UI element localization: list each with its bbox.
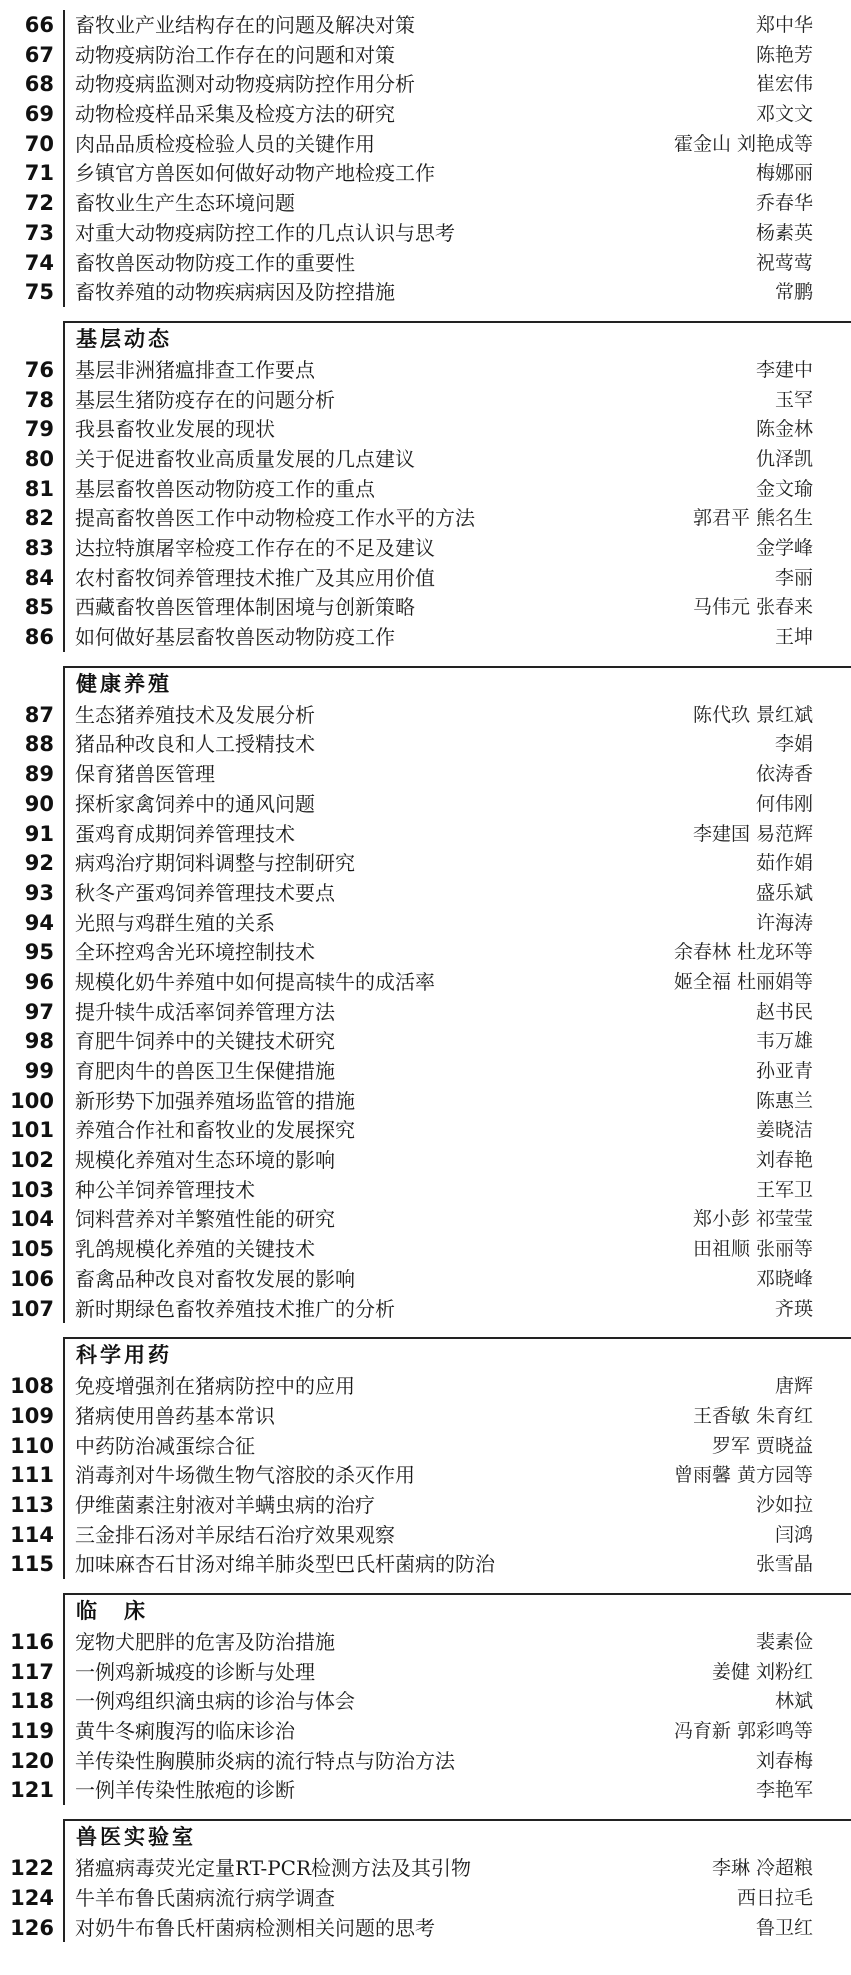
article-author: 姜健 刘粉红 xyxy=(711,1660,813,1683)
article-author: 仇泽凯 xyxy=(755,447,813,470)
article-author: 郑小彭 祁莹莹 xyxy=(692,1208,813,1231)
article-author: 姜晓洁 xyxy=(755,1119,813,1142)
article-title: 秋冬产蛋鸡饲养管理技术要点 xyxy=(75,880,335,905)
page-number: 119 xyxy=(10,1719,54,1744)
article-title: 生态猪养殖技术及发展分析 xyxy=(75,702,315,727)
article-title: 乳鸽规模化养殖的关键技术 xyxy=(75,1237,315,1262)
article-title: 光照与鸡群生殖的关系 xyxy=(75,910,275,935)
page-number: 103 xyxy=(10,1177,54,1202)
article-author: 何伟刚 xyxy=(755,792,813,815)
page-number: 114 xyxy=(10,1522,54,1547)
toc-entry[interactable] xyxy=(0,1234,851,1264)
page-number: 68 xyxy=(24,72,54,97)
page-number: 120 xyxy=(10,1748,54,1773)
article-title: 新时期绿色畜牧养殖技术推广的分析 xyxy=(75,1296,395,1321)
article-title: 羊传染性胸膜肺炎病的流行特点与防治方法 xyxy=(75,1748,455,1773)
section-top-rule xyxy=(63,666,851,668)
toc-entry[interactable] xyxy=(0,908,851,938)
section-heading: 健康养殖 xyxy=(76,671,172,696)
article-author: 盛乐斌 xyxy=(755,881,813,904)
page-number: 67 xyxy=(24,42,54,67)
article-title: 养殖合作社和畜牧业的发展探究 xyxy=(75,1118,355,1143)
page-number: 99 xyxy=(24,1059,54,1083)
toc-entry[interactable] xyxy=(0,474,851,504)
article-title: 动物疫病防治工作存在的问题和对策 xyxy=(75,42,395,67)
article-author: 霍金山 刘艳成等 xyxy=(673,132,813,155)
toc-entry[interactable] xyxy=(0,937,851,967)
article-author: 李丽 xyxy=(774,566,813,589)
toc-entry[interactable] xyxy=(0,158,851,188)
toc-section xyxy=(0,1811,851,1942)
article-title: 畜牧兽医动物防疫工作的重要性 xyxy=(75,250,355,275)
article-author: 韦万雄 xyxy=(755,1030,813,1053)
page-number: 66 xyxy=(24,13,54,37)
article-title: 一例鸡新城疫的诊断与处理 xyxy=(75,1659,315,1684)
section-top-rule xyxy=(63,1593,851,1595)
page-number: 91 xyxy=(24,821,54,846)
toc-entry[interactable] xyxy=(0,1913,851,1943)
entry-list xyxy=(0,355,851,652)
article-author: 张雪晶 xyxy=(755,1553,813,1576)
section-top-rule xyxy=(63,1337,851,1339)
article-title: 畜牧养殖的动物疾病病因及防控措施 xyxy=(75,280,395,305)
article-title: 黄牛冬痢腹泻的临床诊治 xyxy=(75,1719,295,1744)
article-title: 三金排石汤对羊尿结石治疗效果观察 xyxy=(75,1522,395,1547)
toc-entry[interactable] xyxy=(0,1294,851,1324)
article-title: 加味麻杏石甘汤对绵羊肺炎型巴氏杆菌病的防治 xyxy=(75,1552,495,1577)
article-author: 邓文文 xyxy=(755,103,813,126)
page-number: 70 xyxy=(24,131,54,156)
page-number: 90 xyxy=(24,791,54,816)
page-number: 88 xyxy=(24,732,54,757)
page-number: 92 xyxy=(24,851,54,876)
toc-entry[interactable] xyxy=(0,1775,851,1805)
section-vertical-rule xyxy=(63,1593,65,1627)
page-number: 73 xyxy=(24,220,54,245)
article-author: 郑中华 xyxy=(755,14,813,36)
article-title: 猪瘟病毒荧光定量RT-PCR检测方法及其引物 xyxy=(75,1856,472,1881)
article-author: 李琳 冷超粮 xyxy=(711,1857,813,1880)
article-title: 提高畜牧兽医工作中动物检疫工作水平的方法 xyxy=(75,506,475,531)
article-author: 王军卫 xyxy=(755,1178,813,1201)
page-number: 79 xyxy=(24,417,54,442)
page-number: 126 xyxy=(10,1915,54,1940)
page-number: 89 xyxy=(24,762,54,787)
article-author: 冯育新 郭彩鸣等 xyxy=(673,1720,813,1743)
toc-entry[interactable] xyxy=(0,1086,851,1116)
article-title: 伊维菌素注射液对羊螨虫病的治疗 xyxy=(75,1492,375,1517)
entry-list xyxy=(0,1853,851,1942)
section-vertical-rule xyxy=(63,1819,65,1853)
article-title: 免疫增强剂在猪病防控中的应用 xyxy=(75,1374,355,1399)
page-number: 75 xyxy=(24,280,54,305)
page-number: 69 xyxy=(24,102,54,127)
toc-entry[interactable] xyxy=(0,1853,851,1883)
section-header xyxy=(0,1811,851,1853)
toc-entry[interactable] xyxy=(0,1746,851,1776)
article-title: 畜牧业产业结构存在的问题及解决对策 xyxy=(75,13,415,37)
article-author: 李建中 xyxy=(755,358,813,381)
article-author: 马伟元 张春来 xyxy=(692,596,813,619)
toc-entry[interactable] xyxy=(0,759,851,789)
toc-entry[interactable] xyxy=(0,700,851,730)
page-number: 78 xyxy=(24,387,54,412)
page-number: 100 xyxy=(10,1088,54,1113)
toc-entry[interactable] xyxy=(0,1549,851,1579)
article-title: 宠物犬肥胖的危害及防治措施 xyxy=(75,1630,335,1654)
article-title: 全环控鸡舍光环境控制技术 xyxy=(75,940,315,965)
page-number: 86 xyxy=(24,625,54,650)
article-title: 基层非洲猪瘟排查工作要点 xyxy=(75,357,315,382)
article-title: 育肥牛饲养中的关键技术研究 xyxy=(75,1029,335,1054)
page-number: 108 xyxy=(10,1374,54,1399)
article-title: 保育猪兽医管理 xyxy=(75,762,215,787)
article-author: 王坤 xyxy=(774,626,813,649)
article-title: 我县畜牧业发展的现状 xyxy=(75,417,275,442)
article-title: 西藏畜牧兽医管理体制困境与创新策略 xyxy=(75,595,415,620)
section-heading: 科学用药 xyxy=(76,1343,172,1368)
article-title: 乡镇官方兽医如何做好动物产地检疫工作 xyxy=(75,161,435,186)
article-author: 曾雨馨 黄方园等 xyxy=(673,1464,813,1487)
article-author: 齐瑛 xyxy=(774,1297,813,1320)
toc-entry[interactable] xyxy=(0,1883,851,1913)
toc-section xyxy=(0,313,851,652)
article-author: 林斌 xyxy=(774,1690,813,1713)
article-author: 罗军 贾晓益 xyxy=(711,1434,813,1457)
table-of-contents xyxy=(0,10,851,1942)
page-number: 80 xyxy=(24,446,54,471)
toc-entry[interactable] xyxy=(0,355,851,385)
article-author: 许海涛 xyxy=(755,911,813,934)
page-number: 122 xyxy=(10,1856,54,1881)
page-number: 104 xyxy=(10,1207,54,1232)
toc-section xyxy=(0,658,851,1323)
article-title: 对奶牛布鲁氏杆菌病检测相关问题的思考 xyxy=(75,1915,435,1940)
article-title: 消毒剂对牛场微生物气溶胶的杀灭作用 xyxy=(75,1463,415,1488)
article-author: 裴素俭 xyxy=(755,1631,813,1653)
page-number: 98 xyxy=(24,1029,54,1054)
article-title: 畜牧业生产生态环境问题 xyxy=(75,191,295,216)
article-author: 依涛香 xyxy=(755,763,813,786)
page-number: 81 xyxy=(24,476,54,501)
section-header xyxy=(0,658,851,700)
page-number: 102 xyxy=(10,1148,54,1173)
toc-entry[interactable] xyxy=(0,1431,851,1461)
toc-entry[interactable] xyxy=(0,1056,851,1086)
toc-entry[interactable] xyxy=(0,729,851,759)
page-number: 76 xyxy=(24,357,54,382)
article-author: 玉罕 xyxy=(774,388,813,411)
article-author: 祝莺莺 xyxy=(755,251,813,274)
article-author: 赵书民 xyxy=(755,1000,813,1023)
article-author: 金学峰 xyxy=(755,537,813,559)
article-author: 陈金林 xyxy=(755,418,813,441)
page-number: 110 xyxy=(10,1433,54,1458)
article-title: 基层畜牧兽医动物防疫工作的重点 xyxy=(75,476,375,501)
article-title: 探析家禽饲养中的通风问题 xyxy=(75,791,315,816)
toc-entry[interactable] xyxy=(0,1145,851,1175)
article-author: 杨素英 xyxy=(755,221,813,244)
section-header xyxy=(0,1329,851,1371)
toc-entry[interactable] xyxy=(0,129,851,159)
article-title: 对重大动物疫病防控工作的几点认识与思考 xyxy=(75,220,455,245)
section-heading: 兽医实验室 xyxy=(76,1825,196,1850)
article-title: 一例鸡组织滴虫病的诊治与体会 xyxy=(75,1689,355,1714)
section-heading: 基层动态 xyxy=(76,326,172,351)
page-number: 115 xyxy=(10,1552,54,1577)
page-number: 105 xyxy=(10,1237,54,1262)
toc-entry[interactable] xyxy=(0,1686,851,1716)
entry-list xyxy=(0,1627,851,1805)
page-number: 118 xyxy=(10,1689,54,1714)
toc-entry[interactable] xyxy=(0,1401,851,1431)
article-title: 牛羊布鲁氏菌病流行病学调查 xyxy=(75,1885,335,1910)
section-top-rule xyxy=(63,1819,851,1821)
toc-entry[interactable] xyxy=(0,1460,851,1490)
section-vertical-rule xyxy=(63,666,65,700)
article-title: 动物疫病监测对动物疫病防控作用分析 xyxy=(75,72,415,97)
article-author: 闫鸿 xyxy=(774,1523,813,1546)
article-title: 肉品品质检疫检验人员的关键作用 xyxy=(75,131,375,156)
toc-entry[interactable] xyxy=(0,10,851,40)
page-number: 94 xyxy=(24,910,54,935)
toc-entry[interactable] xyxy=(0,1627,851,1657)
page-number: 87 xyxy=(24,702,54,727)
article-author: 唐辉 xyxy=(774,1375,813,1398)
page-number: 96 xyxy=(24,969,54,994)
toc-entry[interactable] xyxy=(0,878,851,908)
article-author: 陈惠兰 xyxy=(755,1089,813,1112)
article-title: 种公羊饲养管理技术 xyxy=(75,1177,255,1202)
toc-entry[interactable] xyxy=(0,1175,851,1205)
toc-section xyxy=(0,1329,851,1579)
article-title: 关于促进畜牧业高质量发展的几点建议 xyxy=(75,446,415,471)
article-title: 猪病使用兽药基本常识 xyxy=(75,1403,275,1428)
entry-list xyxy=(0,10,851,307)
article-title: 病鸡治疗期饲料调整与控制研究 xyxy=(75,851,355,876)
page-number: 83 xyxy=(24,536,54,560)
toc-entry[interactable] xyxy=(0,40,851,70)
article-author: 常鹏 xyxy=(774,281,813,304)
toc-entry[interactable] xyxy=(0,1520,851,1550)
toc-entry[interactable] xyxy=(0,1657,851,1687)
toc-entry[interactable] xyxy=(0,414,851,444)
article-title: 规模化养殖对生态环境的影响 xyxy=(75,1148,335,1173)
toc-section xyxy=(0,1585,851,1805)
page-number: 116 xyxy=(10,1630,54,1654)
article-author: 郭君平 熊名生 xyxy=(692,507,813,530)
toc-entry[interactable] xyxy=(0,188,851,218)
page-number: 124 xyxy=(10,1885,54,1910)
page-number: 113 xyxy=(10,1492,54,1517)
article-title: 一例羊传染性脓疱的诊断 xyxy=(75,1778,295,1803)
toc-entry[interactable] xyxy=(0,1490,851,1520)
page-number: 111 xyxy=(10,1463,54,1488)
section-vertical-rule xyxy=(63,1337,65,1371)
toc-entry[interactable] xyxy=(0,563,851,593)
article-author: 沙如拉 xyxy=(755,1493,813,1516)
article-title: 新形势下加强养殖场监管的措施 xyxy=(75,1088,355,1113)
article-author: 余春林 杜龙环等 xyxy=(673,941,813,964)
article-author: 刘春艳 xyxy=(755,1149,813,1172)
article-author: 孙亚青 xyxy=(755,1060,813,1082)
page-number: 95 xyxy=(24,940,54,965)
page-number: 107 xyxy=(10,1296,54,1321)
toc-entry[interactable] xyxy=(0,248,851,278)
page-number: 117 xyxy=(10,1659,54,1684)
article-author: 李艳军 xyxy=(755,1779,813,1802)
section-heading: 临 床 xyxy=(76,1599,148,1623)
article-title: 提升犊牛成活率饲养管理方法 xyxy=(75,999,335,1024)
page-number: 74 xyxy=(24,250,54,275)
page-number: 121 xyxy=(10,1778,54,1803)
page-number: 93 xyxy=(24,880,54,905)
toc-entry[interactable] xyxy=(0,967,851,997)
article-title: 农村畜牧饲养管理技术推广及其应用价值 xyxy=(75,565,435,590)
toc-entry[interactable] xyxy=(0,819,851,849)
article-author: 茹作娟 xyxy=(755,852,813,875)
article-title: 中药防治减蛋综合征 xyxy=(75,1433,255,1458)
page-number: 85 xyxy=(24,595,54,620)
toc-entry[interactable] xyxy=(0,1371,851,1401)
article-author: 田祖顺 张丽等 xyxy=(692,1238,813,1261)
article-author: 刘春梅 xyxy=(755,1749,813,1772)
article-author: 李娟 xyxy=(774,733,813,756)
toc-entry[interactable] xyxy=(0,1204,851,1234)
toc-entry[interactable] xyxy=(0,1115,851,1145)
article-author: 陈代玖 景红斌 xyxy=(692,703,813,726)
article-title: 畜禽品种改良对畜牧发展的影响 xyxy=(75,1266,355,1291)
toc-entry[interactable] xyxy=(0,69,851,99)
article-title: 如何做好基层畜牧兽医动物防疫工作 xyxy=(75,625,395,650)
article-author: 西日拉毛 xyxy=(736,1886,813,1909)
toc-entry[interactable] xyxy=(0,622,851,652)
section-header xyxy=(0,1585,851,1627)
page-number: 101 xyxy=(10,1118,54,1143)
page-number: 109 xyxy=(10,1403,54,1428)
page-number: 106 xyxy=(10,1266,54,1291)
entry-list xyxy=(0,1371,851,1579)
page-number: 84 xyxy=(24,565,54,590)
toc-entry[interactable] xyxy=(0,99,851,129)
article-author: 姬全福 杜丽娟等 xyxy=(673,970,813,993)
article-author: 李建国 易范辉 xyxy=(692,822,813,845)
article-title: 饲料营养对羊繁殖性能的研究 xyxy=(75,1207,335,1232)
page-number: 82 xyxy=(24,506,54,531)
toc-entry[interactable] xyxy=(0,1264,851,1294)
article-title: 蛋鸡育成期饲养管理技术 xyxy=(75,821,295,846)
toc-entry[interactable] xyxy=(0,848,851,878)
article-title: 达拉特旗屠宰检疫工作存在的不足及建议 xyxy=(75,536,435,560)
toc-entry[interactable] xyxy=(0,385,851,415)
toc-entry[interactable] xyxy=(0,503,851,533)
article-author: 陈艳芳 xyxy=(755,43,813,66)
toc-entry[interactable] xyxy=(0,1026,851,1056)
article-title: 规模化奶牛养殖中如何提高犊牛的成活率 xyxy=(75,969,435,994)
section-header xyxy=(0,313,851,355)
page-number: 72 xyxy=(24,191,54,216)
article-author: 金文瑜 xyxy=(755,477,813,500)
article-title: 猪品种改良和人工授精技术 xyxy=(75,732,315,757)
toc-entry[interactable] xyxy=(0,1716,851,1746)
section-vertical-rule xyxy=(63,321,65,355)
toc-entry[interactable] xyxy=(0,533,851,563)
toc-entry[interactable] xyxy=(0,789,851,819)
toc-entry[interactable] xyxy=(0,592,851,622)
toc-entry[interactable] xyxy=(0,997,851,1027)
entry-list xyxy=(0,700,851,1323)
article-author: 鲁卫红 xyxy=(755,1916,813,1939)
article-author: 乔春华 xyxy=(755,192,813,215)
article-title: 基层生猪防疫存在的问题分析 xyxy=(75,387,335,412)
article-author: 邓晓峰 xyxy=(755,1267,813,1290)
toc-entry[interactable] xyxy=(0,218,851,248)
article-title: 育肥肉牛的兽医卫生保健措施 xyxy=(75,1059,335,1083)
article-author: 崔宏伟 xyxy=(755,73,813,96)
article-author: 王香敏 朱育红 xyxy=(692,1404,813,1427)
page-number: 71 xyxy=(24,161,54,186)
page-number: 97 xyxy=(24,999,54,1024)
toc-section xyxy=(0,10,851,307)
section-top-rule xyxy=(63,321,851,323)
toc-entry[interactable] xyxy=(0,444,851,474)
toc-entry[interactable] xyxy=(0,277,851,307)
article-author: 梅娜丽 xyxy=(755,162,813,185)
article-title: 动物检疫样品采集及检疫方法的研究 xyxy=(75,102,395,127)
